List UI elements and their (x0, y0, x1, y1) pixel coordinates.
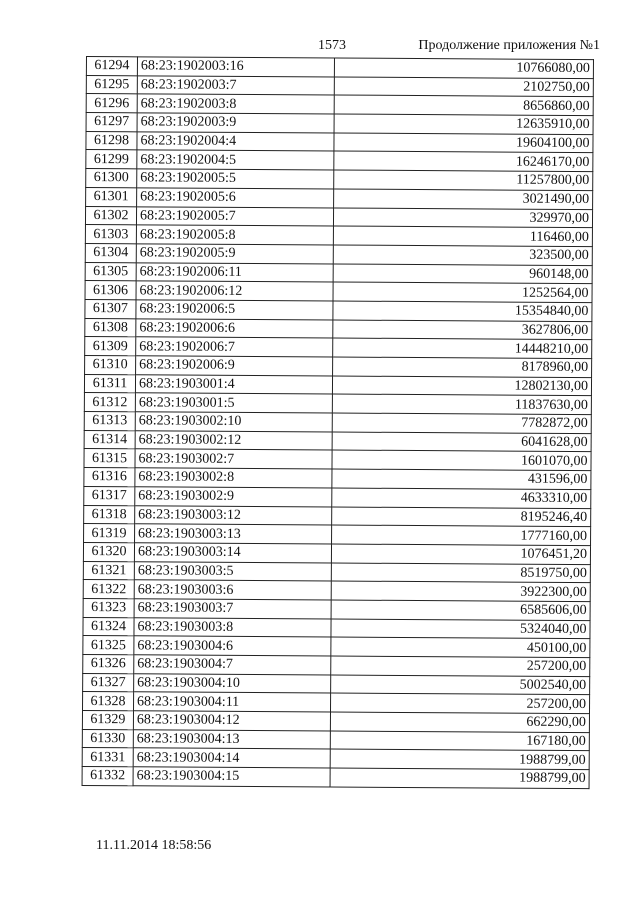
page-number: 1573 (318, 38, 346, 53)
value-cell: 19604100,00 (334, 133, 593, 153)
row-number-cell: 61296 (86, 94, 137, 113)
value-cell: 167180,00 (330, 731, 589, 751)
value-cell: 6585606,00 (331, 600, 590, 620)
cadastral-number-cell: 68:23:1903003:14 (134, 543, 331, 563)
cadastral-number-cell: 68:23:1902005:6 (137, 188, 334, 208)
value-cell: 431596,00 (332, 469, 591, 489)
value-cell: 3021490,00 (334, 189, 593, 209)
value-cell: 1601070,00 (332, 450, 591, 470)
value-cell: 8178960,00 (333, 357, 592, 377)
cadastral-number-cell: 68:23:1902006:9 (136, 356, 333, 376)
value-cell: 4633310,00 (332, 488, 591, 508)
cadastral-number-cell: 68:23:1903003:13 (135, 524, 332, 544)
cadastral-number-cell: 68:23:1903001:5 (135, 393, 332, 413)
table-row (82, 767, 589, 789)
cadastral-number-cell: 68:23:1902004:4 (137, 132, 334, 152)
row-number-cell: 61329 (82, 711, 133, 730)
row-number-cell: 61318 (84, 505, 135, 524)
row-number-cell: 61303 (85, 225, 136, 244)
value-cell: 8656860,00 (334, 95, 593, 115)
value-cell: 450100,00 (331, 637, 590, 657)
cadastral-number-cell: 68:23:1902004:5 (137, 150, 334, 170)
cadastral-number-cell: 68:23:1902006:6 (136, 318, 333, 338)
cadastral-number-cell: 68:23:1903003:8 (134, 617, 331, 637)
cadastral-number-cell: 68:23:1903004:11 (134, 692, 331, 712)
cadastral-number-cell: 68:23:1903004:10 (134, 673, 331, 693)
cadastral-number-cell: 68:23:1903004:6 (134, 636, 331, 656)
value-cell: 329970,00 (333, 208, 592, 228)
cadastral-number-cell: 68:23:1902005:7 (136, 206, 333, 226)
value-cell: 5324040,00 (331, 619, 590, 639)
row-number-cell: 61328 (83, 692, 134, 711)
row-number-cell: 61319 (84, 524, 135, 543)
cadastral-number-cell: 68:23:1902006:5 (136, 300, 333, 320)
row-number-cell: 61332 (82, 767, 133, 786)
cadastral-number-cell: 68:23:1903002:12 (135, 431, 332, 451)
cadastral-number-cell: 68:23:1902003:7 (137, 76, 334, 96)
row-number-cell: 61297 (86, 113, 137, 132)
cadastral-number-cell: 68:23:1903001:4 (135, 374, 332, 394)
row-number-cell: 61308 (85, 318, 136, 337)
cadastral-number-cell: 68:23:1903002:9 (135, 487, 332, 507)
value-cell: 11837630,00 (332, 394, 591, 414)
row-number-cell: 61315 (84, 449, 135, 468)
row-number-cell: 61321 (83, 561, 134, 580)
row-number-cell: 61304 (85, 243, 136, 262)
row-number-cell: 61294 (86, 57, 137, 76)
row-number-cell: 61299 (86, 150, 137, 169)
cadastral-number-cell: 68:23:1903004:7 (134, 655, 331, 675)
value-cell: 8519750,00 (331, 563, 590, 583)
row-number-cell: 61317 (84, 486, 135, 505)
value-cell: 7782872,00 (332, 413, 591, 433)
footer-timestamp: 11.11.2014 18:58:56 (96, 838, 212, 853)
cadastral-number-cell: 68:23:1902005:5 (137, 169, 334, 189)
row-number-cell: 61326 (83, 654, 134, 673)
value-cell: 3627806,00 (333, 320, 592, 340)
value-cell: 12635910,00 (334, 114, 593, 134)
cadastral-number-cell: 68:23:1902006:7 (136, 337, 333, 357)
value-cell: 16246170,00 (334, 151, 593, 171)
value-cell: 3922300,00 (331, 581, 590, 601)
row-number-cell: 61314 (84, 430, 135, 449)
row-number-cell: 61312 (84, 393, 135, 412)
value-cell: 10766080,00 (334, 58, 593, 78)
row-number-cell: 61311 (84, 374, 135, 393)
cadastral-number-cell: 68:23:1903003:6 (134, 580, 331, 600)
row-number-cell: 61320 (83, 542, 134, 561)
row-number-cell: 61301 (86, 187, 137, 206)
cadastral-number-cell: 68:23:1903003:7 (134, 599, 331, 619)
parcel-table (82, 56, 594, 789)
row-number-cell: 61306 (85, 281, 136, 300)
cadastral-number-cell: 68:23:1903004:13 (133, 730, 330, 750)
value-cell: 8195246,40 (332, 507, 591, 527)
row-number-cell: 61300 (86, 169, 137, 188)
cadastral-number-cell: 68:23:1902005:9 (136, 244, 333, 264)
parcel-table-body (82, 57, 593, 789)
row-number-cell: 61305 (85, 262, 136, 281)
cadastral-number-cell: 68:23:1903004:15 (133, 767, 330, 787)
value-cell: 2102750,00 (334, 77, 593, 97)
cadastral-number-cell: 68:23:1902003:16 (137, 57, 334, 77)
cadastral-number-cell: 68:23:1902006:11 (136, 262, 333, 282)
cadastral-number-cell: 68:23:1902003:8 (137, 94, 334, 114)
value-cell: 15354840,00 (333, 301, 592, 321)
row-number-cell: 61298 (86, 131, 137, 150)
row-number-cell: 61325 (83, 636, 134, 655)
cadastral-number-cell: 68:23:1903002:10 (135, 412, 332, 432)
value-cell: 323500,00 (333, 245, 592, 265)
cadastral-number-cell: 68:23:1903002:8 (135, 468, 332, 488)
value-cell: 1777160,00 (332, 525, 591, 545)
cadastral-number-cell: 68:23:1903002:7 (135, 449, 332, 469)
row-number-cell: 61331 (82, 748, 133, 767)
row-number-cell: 61327 (83, 673, 134, 692)
row-number-cell: 61295 (86, 75, 137, 94)
value-cell: 14448210,00 (333, 338, 592, 358)
row-number-cell: 61309 (85, 337, 136, 356)
row-number-cell: 61322 (83, 580, 134, 599)
cadastral-number-cell: 68:23:1903003:12 (135, 505, 332, 525)
value-cell: 257200,00 (331, 656, 590, 676)
row-number-cell: 61307 (85, 299, 136, 318)
value-cell: 1252564,00 (333, 282, 592, 302)
value-cell: 1988799,00 (330, 768, 589, 788)
value-cell: 1988799,00 (330, 749, 589, 769)
row-number-cell: 61313 (84, 412, 135, 431)
row-number-cell: 61310 (85, 355, 136, 374)
row-number-cell: 61316 (84, 468, 135, 487)
value-cell: 5002540,00 (331, 675, 590, 695)
header-title: Продолжение приложения №1 (418, 38, 600, 53)
value-cell: 257200,00 (330, 693, 589, 713)
cadastral-number-cell: 68:23:1902006:12 (136, 281, 333, 301)
cadastral-number-cell: 68:23:1903004:12 (133, 711, 330, 731)
cadastral-number-cell: 68:23:1902003:9 (137, 113, 334, 133)
cadastral-number-cell: 68:23:1903003:5 (134, 561, 331, 581)
cadastral-number-cell: 68:23:1902005:8 (136, 225, 333, 245)
value-cell: 11257800,00 (334, 170, 593, 190)
row-number-cell: 61324 (83, 617, 134, 636)
value-cell: 6041628,00 (332, 432, 591, 452)
parcel-table-container (82, 56, 594, 789)
row-number-cell: 61302 (85, 206, 136, 225)
value-cell: 116460,00 (333, 226, 592, 246)
value-cell: 1076451,20 (331, 544, 590, 564)
row-number-cell: 61330 (82, 729, 133, 748)
value-cell: 12802130,00 (332, 376, 591, 396)
value-cell: 960148,00 (333, 264, 592, 284)
cadastral-number-cell: 68:23:1903004:14 (133, 748, 330, 768)
row-number-cell: 61323 (83, 598, 134, 617)
value-cell: 662290,00 (330, 712, 589, 732)
